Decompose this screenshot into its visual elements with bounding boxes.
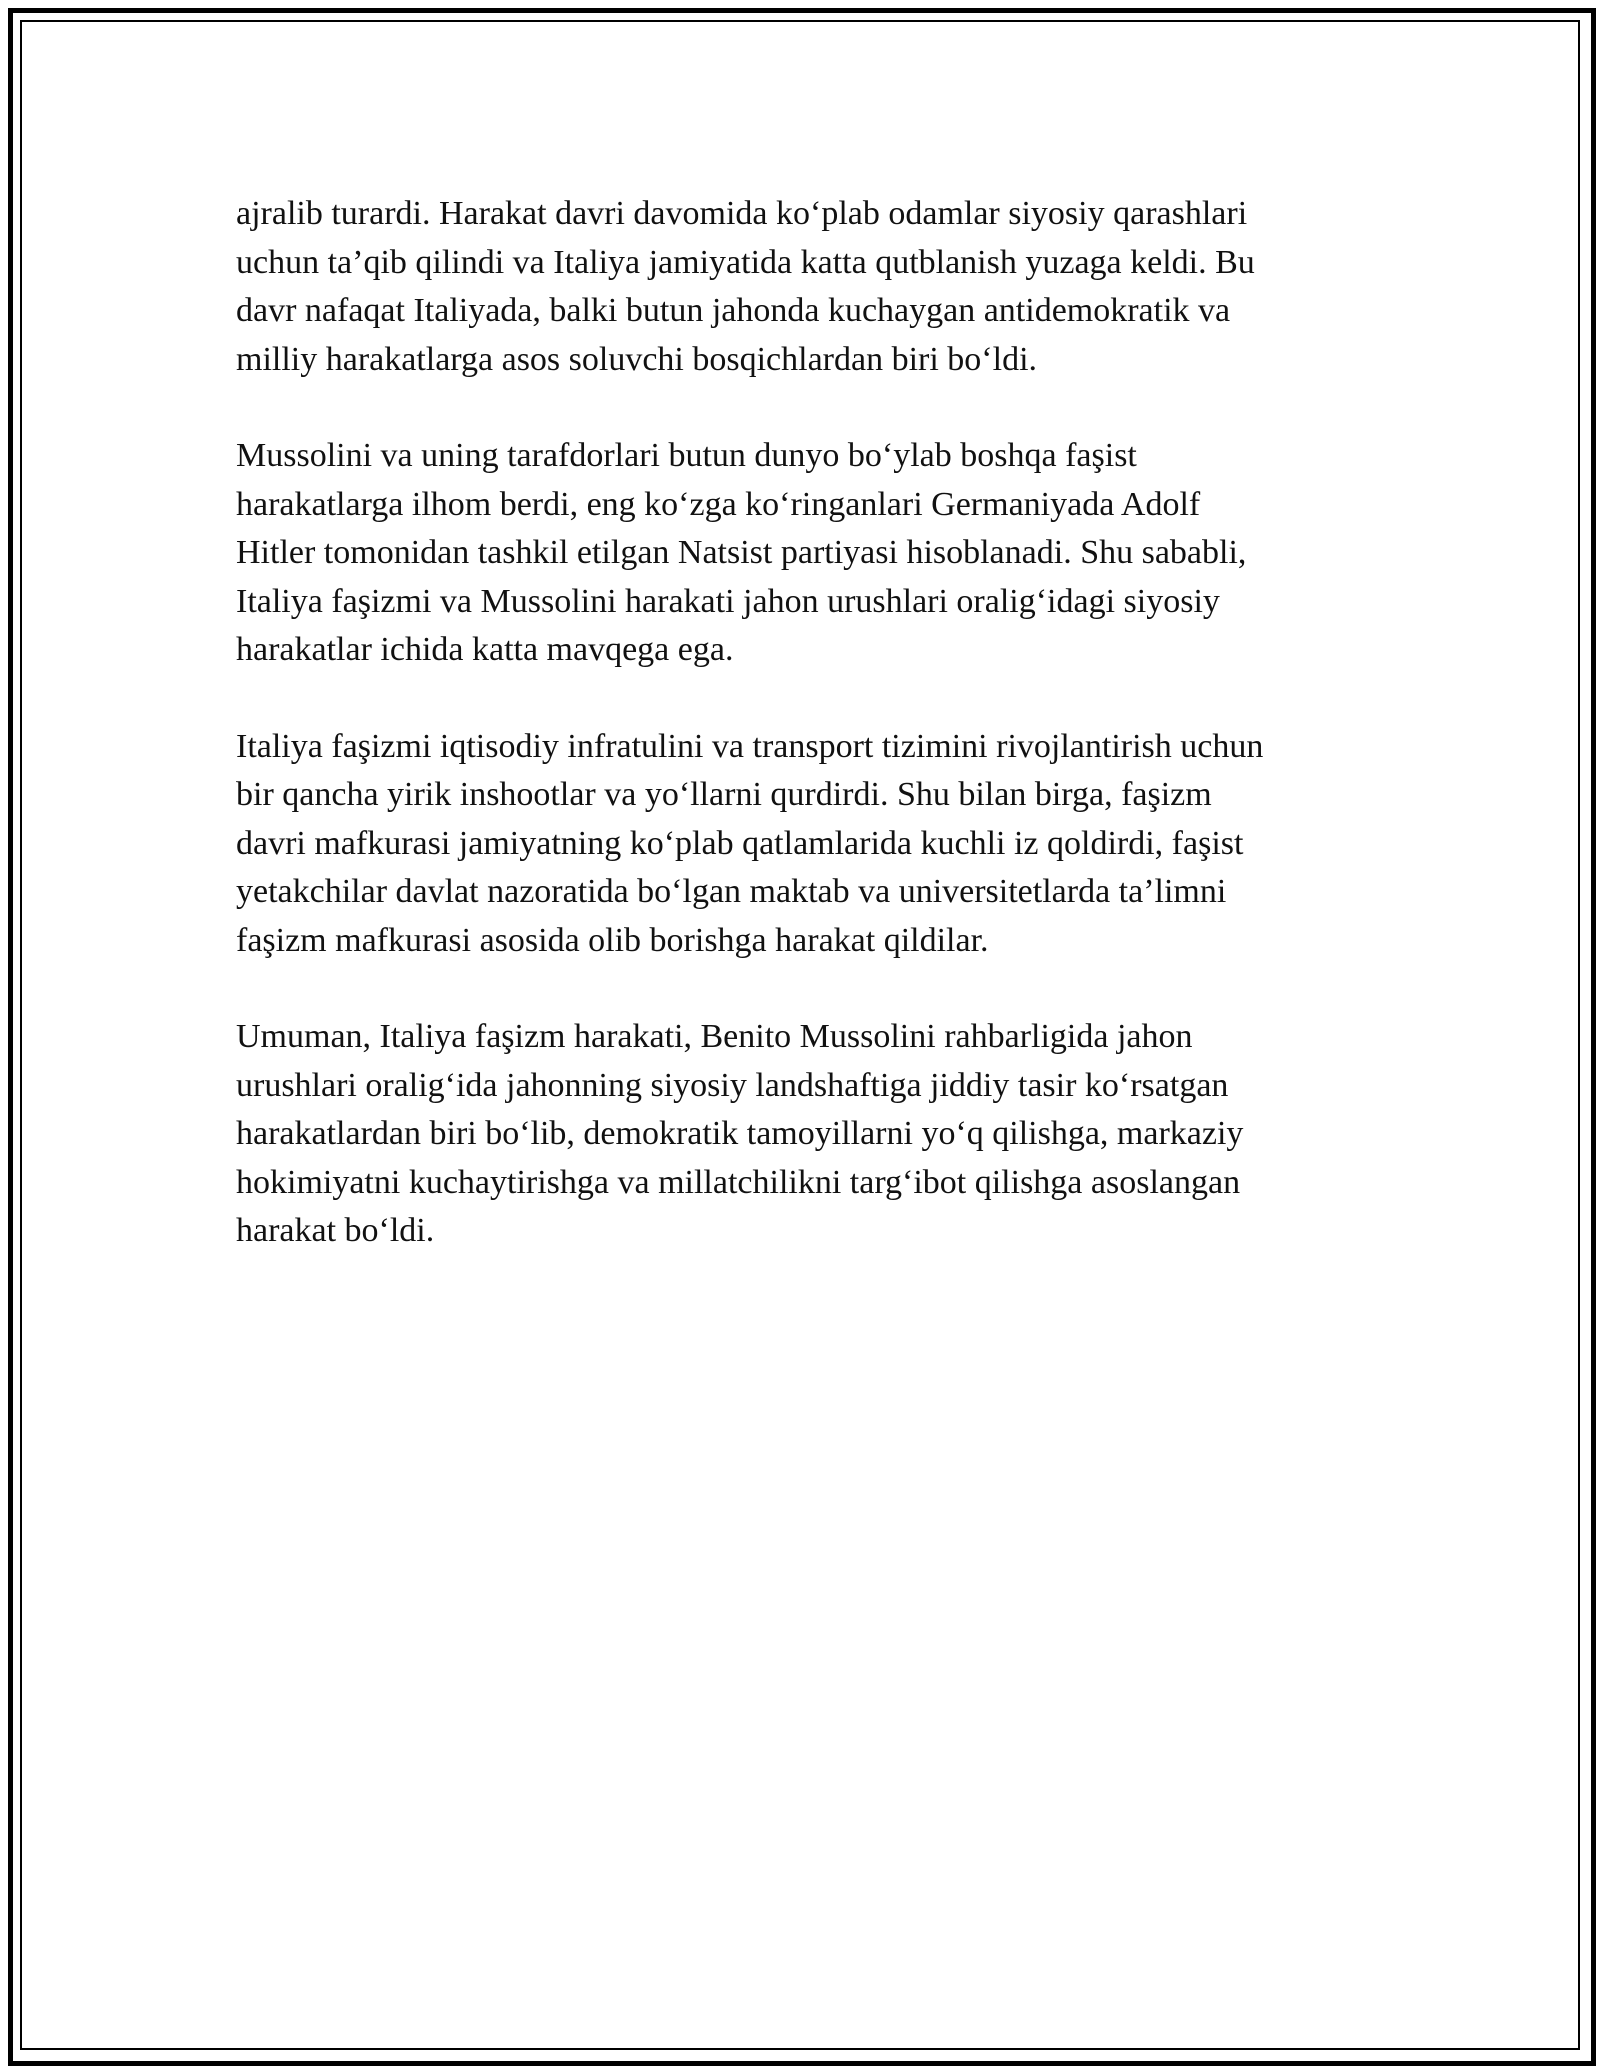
paragraph-2: Mussolini va uning tarafdorlari butun dunyo bo‘ylab boshqa faşist harakatlarga ilhom berdi, eng ko‘zga ko‘ringanlari Germaniyada Adolf Hitler tomonidan tashkil etilgan Natsist partiyasi hisoblanadi. Shu sababli, Italiya faşizmi va Mussolini harakati jahon urushlari oralig‘idagi siyosiy harakatlar ichida katta mavqega ega. (236, 437, 1247, 668)
document-body (236, 190, 1364, 1304)
paragraph-3: Italiya faşizmi iqtisodiy infratulini va transport tizimini rivojlantirish uchun bir qancha yirik inshootlar va yo‘llarni qurdirdi. Shu bilan birga, faşizm davri mafkurasi jamiyatning ko‘plab qatlamlarida kuchli iz qoldirdi, faşist yetakchilar davlat nazoratida bo‘lgan maktab va universitetlarda ta’limni faşizm mafkurasi asosida olib borishga harakat qildilar. (236, 727, 1264, 959)
paragraph-1: ajralib turardi. Harakat davri davomida ko‘plab odamlar siyosiy qarashlari uchun ta’qib qilindi va Italiya jamiyatida katta qutblanish yuzaga keldi. Bu davr nafaqat Italiyada, balki butun jahonda kuchaygan antidemokratik va milliy harakatlarga asos soluvchi bosqichlardan biri bo‘ldi. (236, 195, 1255, 378)
paragraph-4: Umuman, Italiya faşizm harakati, Benito Mussolini rahbarligida jahon urushlari oralig‘ida jahonning siyosiy landshaftiga jiddiy tasir ko‘rsatgan harakatlardan biri bo‘lib, demokratik tamoyillarni yo‘q qilishga, markaziy hokimiyatni kuchaytirishga va millatchilikni targ‘ibot qilishga asoslangan harakat bo‘ldi. (236, 1018, 1244, 1249)
